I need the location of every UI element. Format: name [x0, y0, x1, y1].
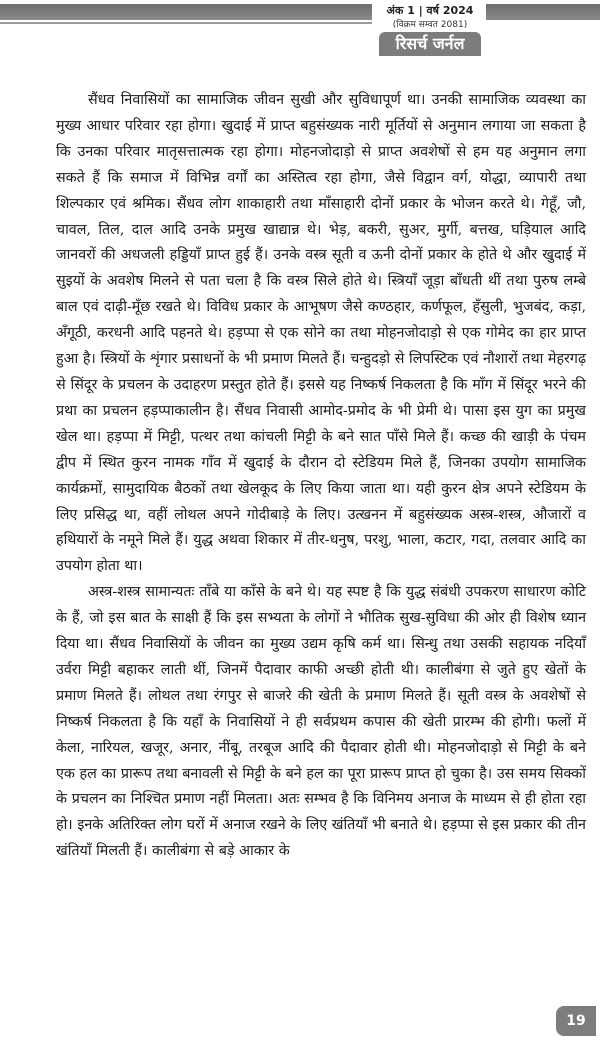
header-stripe-right: [486, 4, 600, 20]
page-header: [0, 0, 600, 58]
paragraph: अस्त्र-शस्त्र सामान्यतः ताँबे या काँसे के बने थे। यह स्पष्ट है कि युद्ध संबंधी उपकरण साधारण कोटि के हैं, जो इस बात के साक्षी हैं कि इस सभ्यता के लोगों ने भौतिक सुख-सुविधा की ओर ही विशेष ध्यान दिया था। सैंधव निवासियों के जीवन का मुख्य उद्यम कृषि कर्म था। सिन्धु तथा उसकी सहायक नदियाँ उर्वरा मिट्टी बहाकर लाती थीं, जिनमें पैदावार काफी अच्छी होती थी। कालीबंगा से जुते हुए खेतों के प्रमाण मिलते हैं। लोथल तथा रंगपुर से बाजरे की खेती के प्रमाण मिलते हैं। सूती वस्त्र के अवशेषों से निष्कर्ष निकलता है कि यहाँ के निवासियों ने ही सर्वप्रथम कपास की खेती प्रारम्भ की होगी। फलों में केला, नारियल, खजूर, अनार, नींबू, तरबूज आदि की पैदावार होती थी। मोहनजोदाड़ो से मिट्टी के बने एक हल का प्रारूप तथा बनावली से मिट्टी के बने हल का पूरा प्रारूप प्राप्त हो चुका है। उस समय सिक्कों के प्रचलन का निश्चित प्रमाण नहीं मिलता। अतः सम्भव है कि विनिमय अनाज के माध्यम से ही होता रहा हो। इनके अतिरिक्त लोग घरों में अनाज रखने के लिए खंतियाँ भी बनाते थे। हड़प्पा से इस प्रकार की तीन खंतियाँ मिलती हैं। कालीबंगा से बड़े आकार के: [56, 584, 586, 860]
journal-title: रिसर्च जर्नल: [379, 32, 481, 56]
header-stripe-left: [0, 4, 372, 20]
header-divider-line: [0, 22, 372, 24]
article-body: [56, 88, 586, 865]
page-number: 19: [556, 1006, 596, 1036]
paragraph: सैंधव निवासियों का सामाजिक जीवन सुखी और सुविधापूर्ण था। उनकी सामाजिक व्यवस्था का मुख्य आधार परिवार रहा होगा। खुदाई में प्राप्त बहुसंख्यक नारी मूर्तियों से अनुमान लगाया जा सकता है कि उनका परिवार मातृसत्तात्मक रहा होगा। मोहनजोदाड़ो से प्राप्त अवशेषों से हम यह अनुमान लगा सकते हैं कि समाज में विभिन्न वर्गों का अस्तित्व रहा होगा, जैसे विद्वान वर्ग, योद्धा, व्यापारी तथा शिल्पकार एवं श्रमिक। सैंधव लोग शाकाहारी तथा माँसाहारी दोनों प्रकार के भोजन करते थे। गेहूँ, जौ, चावल, तिल, दाल आदि उनके प्रमुख खाद्यान्न थे। भेड़, बकरी, सुअर, मुर्गी, बत्तख, घड़ियाल आदि जानवरों की अधजली हड्डियाँ प्राप्त हुई हैं। उनके वस्त्र सूती व ऊनी दोनों प्रकार के होते थे और खुदाई में सुइयों के अवशेष मिलने से पता चला है कि वस्त्र सिले होते थे। स्त्रियाँ जूड़ा बाँधती थीं तथा पुरुष लम्बे बाल एवं दाढ़ी-मूँछ रखते थे। विविध प्रकार के आभूषण जैसे कण्ठहार, कर्णफूल, हँसुली, भुजबंद, कड़ा, अँगूठी, करधनी आदि पहनते थे। हड़प्पा से एक सोने का तथा मोहनजोदाड़ो से एक गोमेद का हार प्राप्त हुआ है। स्त्रियों के शृंगार प्रसाधनों के भी प्रमाण मिलते हैं। चन्हुदड़ो से लिपस्टिक एवं नौशारों तथा मेहरगढ़ से सिंदूर के प्रचलन के उदाहरण प्रस्तुत होते हैं। इससे यह निष्कर्ष निकलता है कि माँग में सिंदूर भरने की प्रथा का प्रचलन हड़प्पाकालीन है। सैंधव निवासी आमोद-प्रमोद के भी प्रेमी थे। पासा इस युग का प्रमुख खेल था। हड़प्पा में मिट्टी, पत्थर तथा कांचली मिट्टी के बने सात पाँसे मिले हैं। कच्छ की खाड़ी के पंचम द्वीप में स्थित कुरन नामक गाँव में खुदाई के दौरान दो स्टेडियम मिले हैं, जिनका उपयोग सामाजिक कार्यक्रमों, सामुदायिक बैठकों तथा खेलकूद के लिए किया जाता था। यही कुरन क्षेत्र अपने स्टेडियम के लिए प्रसिद्ध था, वहीं लोथल अपने गोदीबाड़े के लिए। उत्खनन में बहुसंख्यक अस्त्र-शस्त्र, औजारों व हथियारों के नमूने मिले हैं। युद्ध अथवा शिकार में तीर-धनुष, परशु, भाला, कटार, गदा, तलवार आदि का उपयोग होता था।: [56, 92, 586, 575]
samvat-info: (विक्रम सम्वत 2081): [392, 20, 468, 30]
issue-info: अंक 1 | वर्ष 2024: [386, 4, 474, 17]
